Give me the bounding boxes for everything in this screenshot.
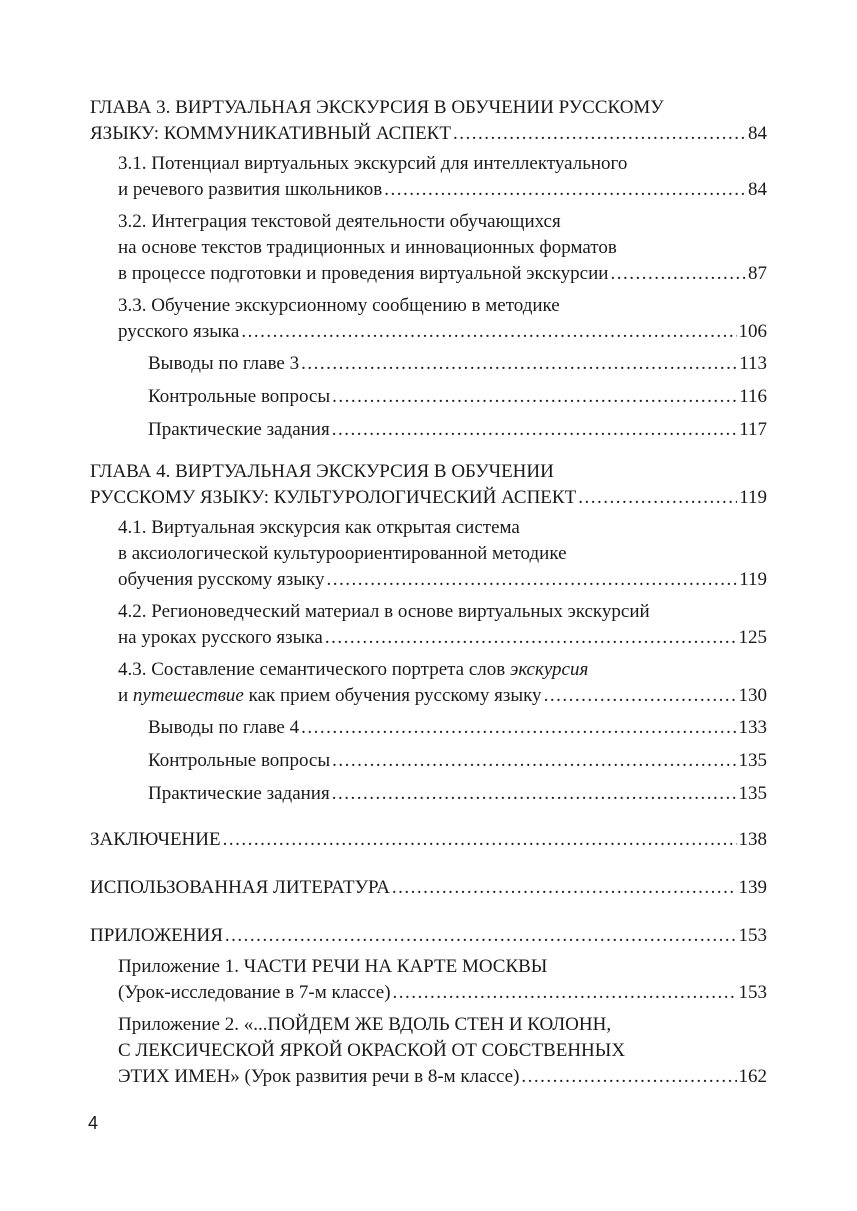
- ch4-questions-page: 135: [738, 750, 767, 771]
- dot-leader: [384, 177, 746, 203]
- appendices-page: 153: [738, 925, 767, 946]
- conclusion-row: [90, 827, 767, 853]
- appendix-1-line1: Приложение 1. ЧАСТИ РЕЧИ НА КАРТЕ МОСКВЫ: [118, 956, 548, 977]
- section-4-3-line2-post: как прием обучения русскому языку: [243, 685, 542, 706]
- literature-page: 139: [738, 877, 767, 898]
- section-4-1-line1: 4.1. Виртуальная экскурсия как открытая система: [118, 517, 520, 538]
- toc-conclusion[interactable]: [90, 827, 767, 853]
- chapter-4-leader-row: [90, 485, 767, 511]
- section-3-3-line1: 3.3. Обучение экскурсионному сообщению в методике: [118, 295, 560, 316]
- appendix-1-line2: (Урок-исследование в 7-м классе): [118, 982, 391, 1003]
- dot-leader: [327, 567, 738, 593]
- dot-leader: [332, 384, 737, 410]
- section-4-3-line1: [118, 657, 767, 683]
- section-4-3-line2: [118, 683, 542, 709]
- section-3-3-leader-row: [118, 319, 767, 345]
- toc-literature[interactable]: [90, 875, 767, 901]
- dot-leader: [301, 351, 737, 377]
- toc-ch4-conclusions[interactable]: [148, 715, 767, 741]
- ch4-conclusions-row: [148, 715, 767, 741]
- dot-leader: [393, 980, 737, 1006]
- ch3-conclusions-page: 113: [739, 353, 767, 374]
- toc-section-3-3[interactable]: [118, 293, 767, 345]
- toc-ch4-questions[interactable]: [148, 748, 767, 774]
- section-4-1-line3: обучения русскому языку: [118, 569, 325, 590]
- ch3-tasks-row: [148, 417, 767, 443]
- dot-leader: [225, 923, 737, 949]
- section-4-1-line2: в аксиологической культуроориентированной методике: [118, 543, 567, 564]
- page-number: 4: [88, 1113, 99, 1133]
- section-3-3-page: 106: [738, 321, 767, 342]
- ch3-conclusions-title: Выводы по главе 3: [148, 353, 300, 374]
- toc-ch4-tasks[interactable]: [148, 781, 767, 807]
- section-4-2-line1: 4.2. Регионоведческий материал в основе виртуальных экскурсий: [118, 601, 650, 622]
- toc-appendix-1[interactable]: [118, 954, 767, 1006]
- dot-leader: [332, 417, 738, 443]
- dot-leader: [332, 781, 737, 807]
- section-4-2-line2: на уроках русского языка: [118, 627, 323, 648]
- appendix-2-page: 162: [738, 1066, 767, 1087]
- appendices-row: [90, 923, 767, 949]
- appendix-1-page: 153: [738, 982, 767, 1003]
- dot-leader: [223, 827, 737, 853]
- chapter-3-title-line2: ЯЗЫКУ: КОММУНИКАТИВНЫЙ АСПЕКТ: [90, 123, 451, 144]
- section-4-3-italic-word-1: экскурсия: [510, 659, 589, 680]
- dot-leader: [610, 261, 746, 287]
- chapter-3-leader-row: [90, 121, 767, 147]
- ch4-tasks-title: Практические задания: [148, 783, 330, 804]
- section-4-3-line1-text: 4.3. Составление семантического портрета слов: [118, 659, 510, 680]
- section-3-2-line1: 3.2. Интеграция текстовой деятельности обучающихся: [118, 211, 561, 232]
- dot-leader: [544, 683, 737, 709]
- chapter-4-title-line2: РУССКОМУ ЯЗЫКУ: КУЛЬТУРОЛОГИЧЕСКИЙ АСПЕКТ: [90, 487, 577, 508]
- section-3-2-line2: на основе текстов традиционных и инновационных форматов: [118, 237, 617, 258]
- ch4-questions-row: [148, 748, 767, 774]
- ch4-questions-title: Контрольные вопросы: [148, 750, 331, 771]
- chapter-4-page: 119: [739, 487, 767, 508]
- chapter-3-title-line1: ГЛАВА 3. ВИРТУАЛЬНАЯ ЭКСКУРСИЯ В ОБУЧЕНИИ РУССКОМУ: [90, 97, 664, 118]
- dot-leader: [241, 319, 736, 345]
- ch4-conclusions-title: Выводы по главе 4: [148, 717, 300, 738]
- ch4-conclusions-page: 133: [738, 717, 767, 738]
- section-4-1-leader-row: [118, 567, 767, 593]
- ch3-conclusions-row: [148, 351, 767, 377]
- section-3-1-line2: и речевого развития школьников: [118, 179, 383, 200]
- toc-chapter-3[interactable]: [90, 95, 767, 147]
- section-3-2-leader-row: [118, 261, 767, 287]
- section-4-2-leader-row: [118, 625, 767, 651]
- appendices-title: ПРИЛОЖЕНИЯ: [90, 925, 223, 946]
- ch3-questions-row: [148, 384, 767, 410]
- toc-section-4-1[interactable]: [118, 515, 767, 593]
- section-3-3-line2: русского языка: [118, 321, 240, 342]
- toc-section-4-2[interactable]: [118, 599, 767, 651]
- ch4-tasks-page: 135: [738, 783, 767, 804]
- dot-leader: [521, 1064, 736, 1090]
- ch3-tasks-title: Практические задания: [148, 419, 330, 440]
- ch3-questions-title: Контрольные вопросы: [148, 386, 331, 407]
- section-4-1-page: 119: [739, 569, 767, 590]
- dot-leader: [332, 748, 736, 774]
- toc-ch3-tasks[interactable]: [148, 417, 767, 443]
- section-3-2-line3: в процессе подготовки и проведения виртуальной экскурсии: [118, 263, 609, 284]
- conclusion-page: 138: [738, 829, 767, 850]
- literature-title: ИСПОЛЬЗОВАННАЯ ЛИТЕРАТУРА: [90, 877, 390, 898]
- toc-chapter-4[interactable]: [90, 459, 767, 511]
- toc-section-3-1[interactable]: [118, 151, 767, 203]
- section-4-2-page: 125: [738, 627, 767, 648]
- ch3-tasks-page: 117: [739, 419, 767, 440]
- section-3-1-leader-row: [118, 177, 767, 203]
- dot-leader: [325, 625, 737, 651]
- section-4-3-page: 130: [738, 685, 767, 706]
- toc-appendices[interactable]: [90, 923, 767, 949]
- appendix-2-line3: ЭТИХ ИМЕН» (Урок развития речи в 8-м классе): [118, 1066, 520, 1087]
- section-4-3-italic-word-2: путешествие: [132, 685, 244, 706]
- toc-ch3-questions[interactable]: [148, 384, 767, 410]
- dot-leader: [301, 715, 736, 741]
- dot-leader: [453, 121, 746, 147]
- ch4-tasks-row: [148, 781, 767, 807]
- appendix-2-leader-row: [118, 1064, 767, 1090]
- toc-appendix-2[interactable]: [118, 1012, 767, 1090]
- toc-section-4-3[interactable]: [118, 657, 767, 709]
- literature-row: [90, 875, 767, 901]
- section-4-3-leader-row: [118, 683, 767, 709]
- table-of-contents: [90, 95, 767, 1090]
- toc-ch3-conclusions[interactable]: [148, 351, 767, 377]
- appendix-2-line1: Приложение 2. «...ПОЙДЕМ ЖЕ ВДОЛЬ СТЕН И КОЛОНН,: [118, 1014, 612, 1035]
- appendix-1-leader-row: [118, 980, 767, 1006]
- section-3-2-page: 87: [748, 263, 767, 284]
- dot-leader: [578, 485, 737, 511]
- chapter-4-title-line1: ГЛАВА 4. ВИРТУАЛЬНАЯ ЭКСКУРСИЯ В ОБУЧЕНИИ: [90, 461, 554, 482]
- section-3-1-line1: 3.1. Потенциал виртуальных экскурсий для интеллектуального: [118, 153, 628, 174]
- appendix-2-line2: С ЛЕКСИЧЕСКОЙ ЯРКОЙ ОКРАСКОЙ ОТ СОБСТВЕННЫХ: [118, 1040, 626, 1061]
- dot-leader: [392, 875, 737, 901]
- conclusion-title: ЗАКЛЮЧЕНИЕ: [90, 829, 221, 850]
- toc-section-3-2[interactable]: [118, 209, 767, 287]
- section-4-3-line2-pre: и: [118, 685, 133, 706]
- chapter-3-page: 84: [748, 123, 767, 144]
- section-3-1-page: 84: [748, 179, 767, 200]
- ch3-questions-page: 116: [739, 386, 767, 407]
